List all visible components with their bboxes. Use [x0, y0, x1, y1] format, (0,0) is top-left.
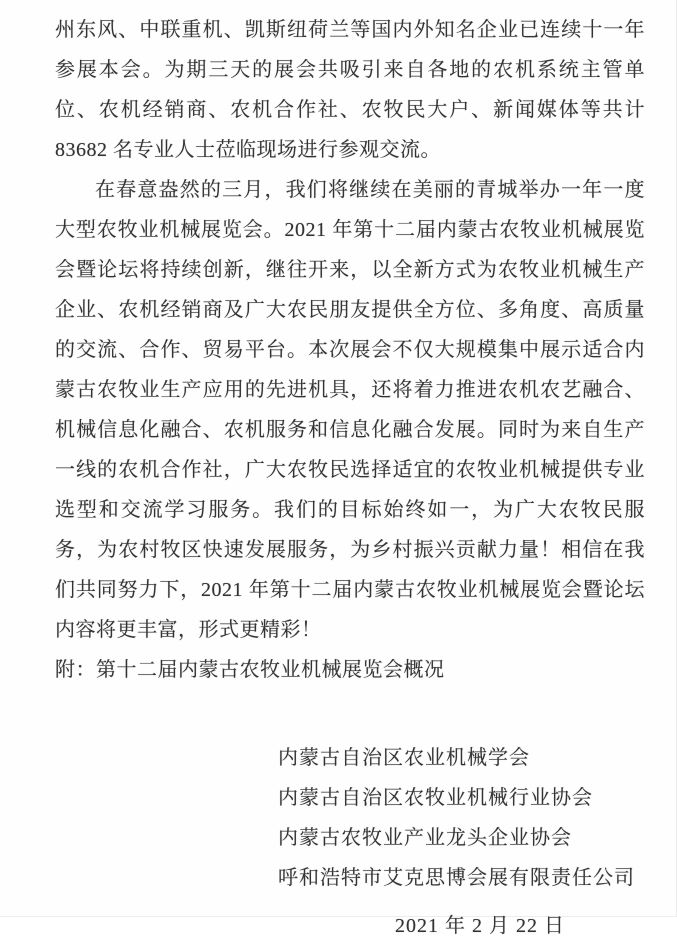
signature-org-2: 内蒙古自治区农牧业机械行业协会: [278, 787, 593, 809]
signature-block: [55, 738, 645, 946]
paragraph-2021-exhibition-intro: 在春意盎然的三月，我们将继续在美丽的青城举办一年一度大型农牧业机械展览会。2021 年第十二届内蒙古农牧业机械展览会暨论坛将持续创新，继往开来，以全新方式为农牧业机械生产企业、农机经销商及广大农民朋友提供全方位、多角度、高质量的交流、合作、贸易平台。本次展会不仅大规模集中展示适合内蒙古农牧业生产应用的先进机具，还将着力推进农机农艺融合、机械信息化融合、农机服务和信息化融合发展。同时为来自生产一线的农机合作社，广大农牧民选择适宜的农牧业机械提供专业选型和交流学习服务。我们的目标始终如一，为广大农牧民服务，为农村牧区快速发展服务，为乡村振兴贡献力量！相信在我们共同努力下，2021 年第十二届内蒙古农牧业机械展览会暨论坛内容将更丰富，形式更精彩！: [55, 179, 645, 641]
signature-org-1: 内蒙古自治区农业机械学会: [278, 747, 530, 769]
document-content: [55, 10, 645, 946]
document-date: 2021 年 2 月 22 日: [395, 915, 565, 937]
signature-org-3: 内蒙古农牧业产业龙头企业协会: [278, 827, 572, 849]
paragraph-attachment-note: 附：第十二届内蒙古农牧业机械展览会概况: [55, 659, 445, 681]
paragraph-exhibitor-summary: 州东风、中联重机、凯斯纽荷兰等国内外知名企业已连续十一年参展本会。为期三天的展会共吸引来自各地的农机系统主管单位、农机经销商、农机合作社、农牧民大户、新闻媒体等共计 83682 名专业人士莅临现场进行参观交流。: [55, 19, 645, 161]
signature-org-4: 呼和浩特市艾克思博会展有限责任公司: [278, 867, 635, 889]
